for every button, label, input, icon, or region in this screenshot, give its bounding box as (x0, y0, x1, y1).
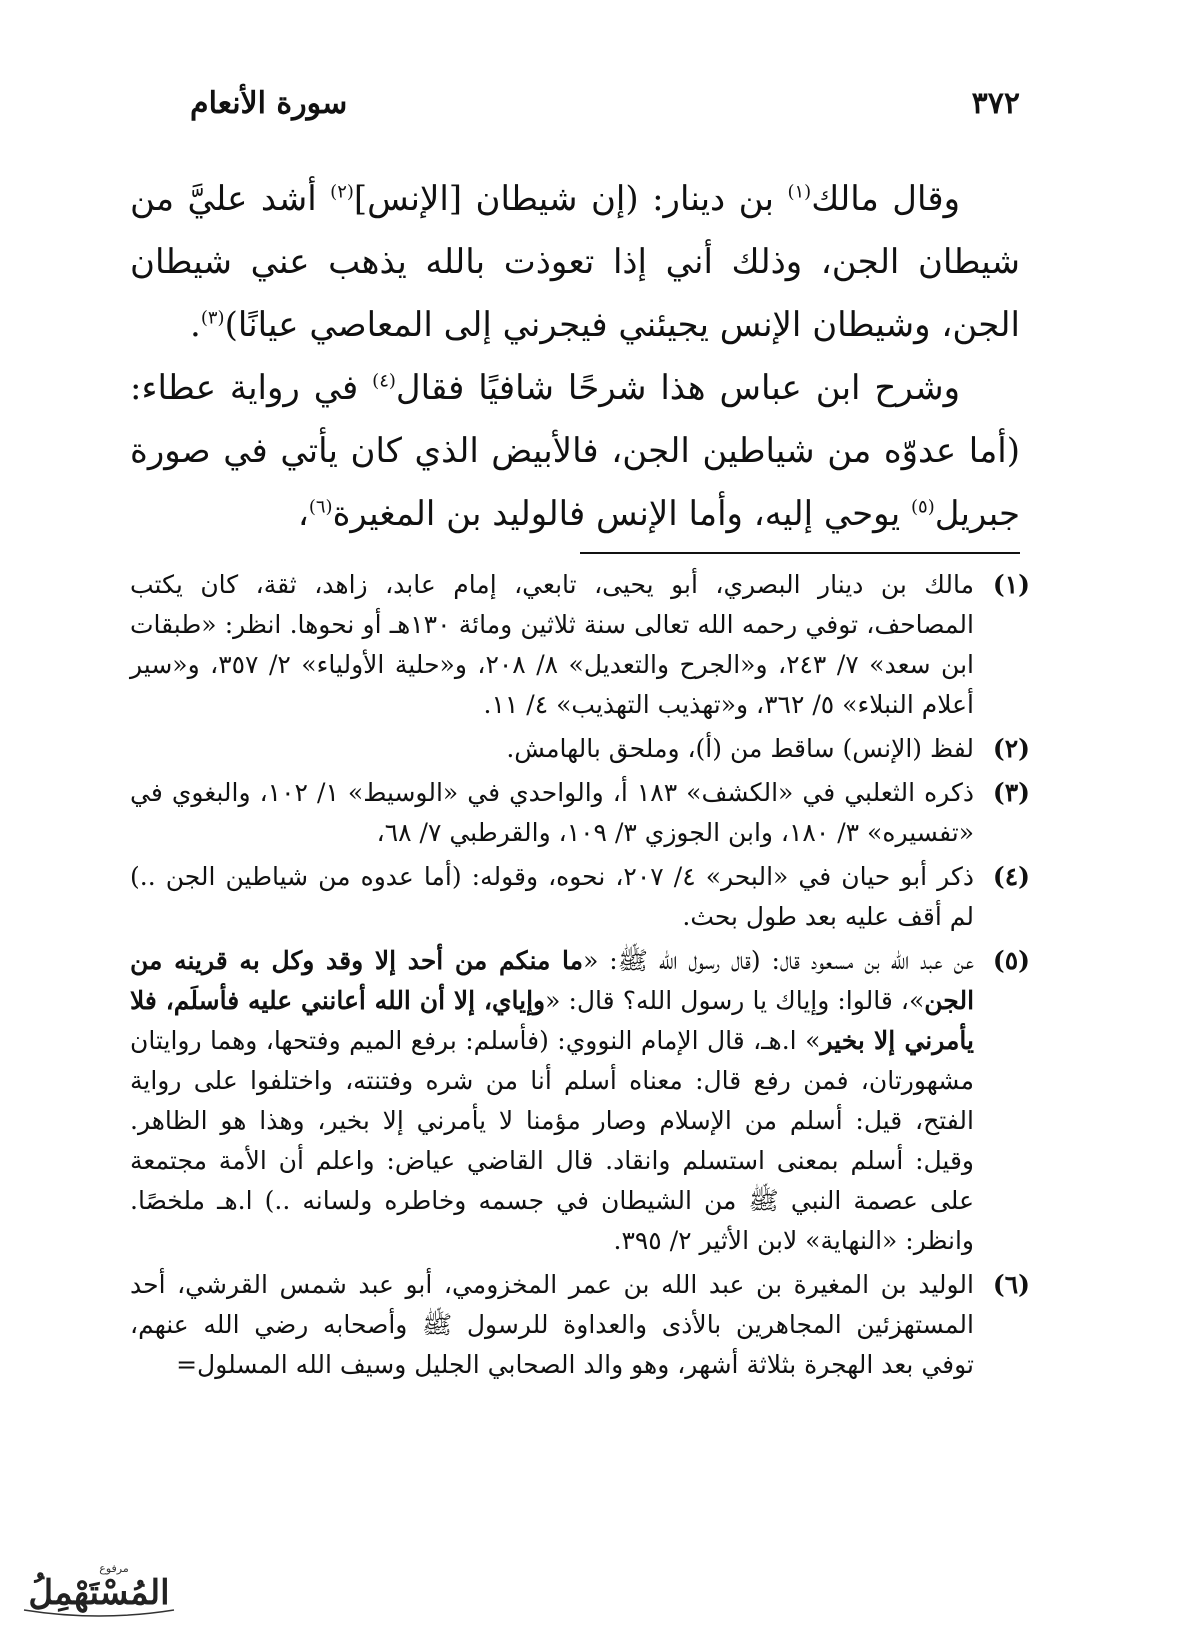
footnote-divider (580, 552, 1020, 554)
footnote-6 (130, 1265, 1030, 1385)
footnote-number: (٣) (992, 778, 1030, 807)
page-number: ٣٧٢ (971, 85, 1020, 121)
hadith-quote: ما منكم من أحد إلا وقد وكل به قرينه من الجن (130, 946, 975, 1015)
footnote-ref-2[interactable]: (٢) (330, 181, 354, 203)
footnote-ref-4[interactable]: (٤) (372, 370, 396, 392)
library-stamp-logo (14, 1556, 184, 1622)
surah-title: سورة الأنعام (190, 85, 348, 121)
footnote-4 (130, 857, 1030, 937)
footnote-text: لفظ (الإنس) ساقط من (أ)، وملحق بالهامش. (506, 734, 974, 763)
footnote-text: الوليد بن المغيرة بن عبد الله بن عمر المخزومي، أبو عبد شمس القرشي، أحد المستهزئين المجاهرين بالأذى والعداوة للرسول ﷺ وأصحابه رضي الله عنهم، توفي بعد الهجرة بثلاثة أشهر، وهو والد الصحابي الجليل وسيف الله المسلول= (130, 1270, 974, 1379)
svg-text:المُسْتَهْمِلُ: المُسْتَهْمِلُ (28, 1573, 170, 1613)
footnote-text: مالك بن دينار البصري، أبو يحيى، تابعي، إمام عابد، زاهد، ثقة، كان يكتب المصاحف، توفي رحمه الله تعالى سنة ثلاثين ومائة ١٣٠هـ أو نحوها. انظر: «طبقات ابن سعد» ٧/ ٢٤٣، و«الجرح والتعديل» ٨/ ٢٠٨، و«حلية الأولياء» ٢/ ٣٥٧، و«سير أعلام النبلاء» ٥/ ٣٦٢، و«تهذيب التهذيب» ٤/ ١١. (130, 570, 974, 719)
footnote-3 (130, 773, 1030, 853)
footnote-ref-5[interactable]: (٥) (911, 496, 935, 518)
footnote-1 (130, 565, 1030, 725)
footnote-5 (130, 941, 1030, 1261)
footnote-text: عن عبد الله بن مسعود قال: (قال رسول الله ﷺ: «ما منكم من أحد إلا وقد وكل به قرينه من الجن»، قالوا: وإياك يا رسول الله؟ قال: «وإياي، إلا أن الله أعانني عليه فأسلَم، فلا يأمرني إلا بخير» ا.هـ، قال الإمام النووي: (فأسلم: برفع الميم وفتحها، وهما روايتان مشهورتان، فمن رفع قال: معناه أسلم أنا من شره وفتنته، واختلفوا على رواية الفتح، قيل: أسلم من الإسلام وصار مؤمنا لا يأمرني إلا بخير، وهذا هو الظاهر. وقيل: أسلم بمعنى استسلم وانقاد. قال القاضي عياض: واعلم أن الأمة مجتمعة على عصمة النبي ﷺ من الشيطان في جسمه وخاطره ولسانه ..) ا.هـ ملخصًا. وانظر: «النهاية» لابن الأثير ٢/ ٣٩٥. (130, 946, 975, 1255)
footnote-number: (٦) (992, 1270, 1030, 1299)
footnote-ref-3[interactable]: (٣) (200, 307, 225, 329)
page-header (190, 78, 1020, 128)
main-text (130, 168, 1020, 546)
footnote-number: (٥) (992, 946, 1030, 975)
footnotes (130, 565, 1030, 1389)
footnote-ref-1[interactable]: (١) (787, 181, 812, 203)
footnote-text: ذكره الثعلبي في «الكشف» ١٨٣ أ، والواحدي في «الوسيط» ١/ ١٠٢، والبغوي في «تفسيره» ٣/ ١٨٠، وابن الجوزي ٣/ ١٠٩، والقرطبي ٧/ ٦٨، (130, 778, 974, 847)
footnote-ref-6[interactable]: (٦) (308, 496, 333, 518)
footnote-text: ذكر أبو حيان في «البحر» ٤/ ٢٠٧، نحوه، وقوله: (أما عدوه من شياطين الجن ..) لم أقف عليه بعد طول بحث. (130, 862, 974, 931)
main-paragraph-1: وقال مالك$^{(١)}$ بن دينار: (إن شيطان [الإنس]$^{(٢)}$ أشد عليَّ من شيطان الجن، وذلك أني إذا تعوذت بالله يذهب عني شيطان الجن، وشيطان الإنس يجيئني فيجرني إلى المعاصي عيانًا)$^{(٣)}$. (130, 179, 1020, 345)
footnote-number: (٢) (992, 734, 1030, 763)
hadith-quote: وإياي، إلا أن الله أعانني عليه فأسلَم، فلا يأمرني إلا بخير (130, 986, 974, 1055)
svg-text:مرفوع: مرفوع (99, 1562, 129, 1575)
footnote-number: (١) (992, 570, 1030, 599)
footnote-2 (130, 729, 1030, 769)
main-paragraph-2: وشرح ابن عباس هذا شرحًا شافيًا فقال$^{(٤)}$ في رواية عطاء: (أما عدوّه من شياطين الجن، فالأبيض الذي كان يأتي في صورة جبريل$^{(٥)}$ يوحي إليه، وأما الإنس فالوليد بن المغيرة$^{(٦)}$، (130, 368, 1020, 534)
footnote-number: (٤) (992, 862, 1030, 891)
